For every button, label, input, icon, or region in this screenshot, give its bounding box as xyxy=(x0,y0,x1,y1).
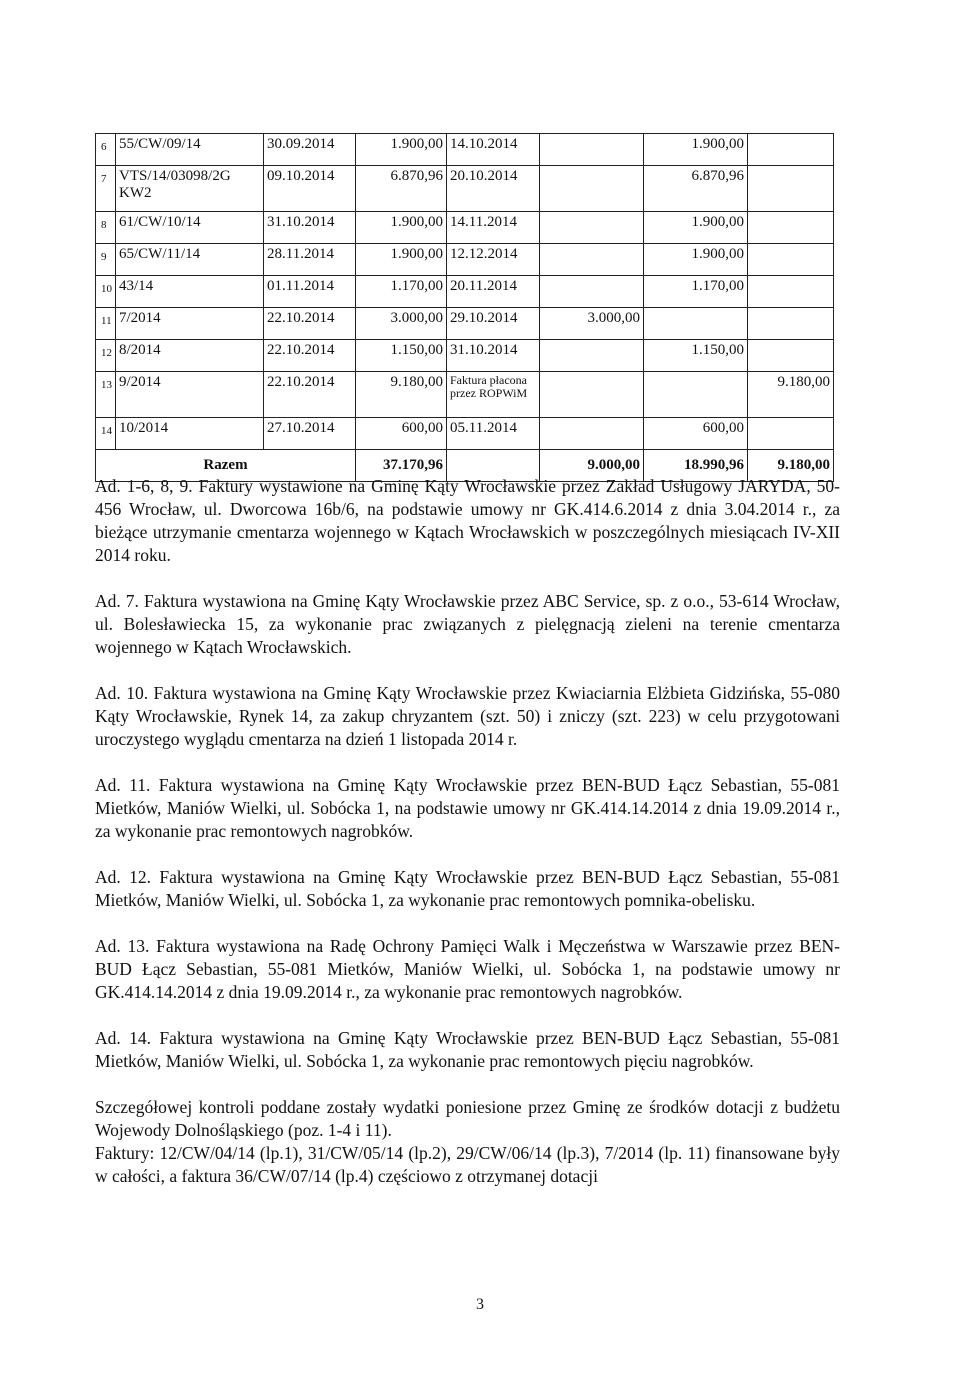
table-row xyxy=(96,244,834,276)
cell-c2: 6.870,96 xyxy=(644,166,748,212)
paragraph-ad-14: Ad. 14. Faktura wystawiona na Gminę Kąty Wrocławskie przez BEN-BUD Łącz Sebastian, 55-081 Mietków, Maniów Wielki, ul. Sobócka 1, za wykonanie prac remontowych pięciu nagrobków. xyxy=(95,1028,840,1071)
cell-paid: 05.11.2014 xyxy=(447,418,540,450)
total-c1: 9.000,00 xyxy=(540,450,644,482)
total-c2: 18.990,96 xyxy=(644,450,748,482)
cell-paid: 20.11.2014 xyxy=(447,276,540,308)
cell-lp: 11 xyxy=(96,308,116,340)
cell-c1 xyxy=(540,418,644,450)
paragraph-ad-10: Ad. 10. Faktura wystawiona na Gminę Kąty Wrocławskie przez Kwiaciarnia Elżbieta Gidzińska, 55-080 Kąty Wrocławskie, Rynek 14, za zakup chryzantem (szt. 50) i zniczy (szt. 223) w celu przygotowani uroczystego wyglądu cmentarza na dzień 1 listopada 2014 r. xyxy=(95,683,840,749)
cell-c2: 1.900,00 xyxy=(644,212,748,244)
cell-date: 30.09.2014 xyxy=(264,134,356,166)
cell-doc: 9/2014 xyxy=(116,372,264,418)
table-row xyxy=(96,276,834,308)
table-row xyxy=(96,372,834,418)
cell-date: 22.10.2014 xyxy=(264,340,356,372)
cell-paid: 20.10.2014 xyxy=(447,166,540,212)
cell-amount: 600,00 xyxy=(356,418,447,450)
cell-c3 xyxy=(748,418,834,450)
cell-doc: 10/2014 xyxy=(116,418,264,450)
cell-amount: 1.900,00 xyxy=(356,134,447,166)
cell-amount: 1.170,00 xyxy=(356,276,447,308)
cell-lp: 6 xyxy=(96,134,116,166)
cell-c1 xyxy=(540,372,644,418)
cell-c3: 9.180,00 xyxy=(748,372,834,418)
cell-lp: 8 xyxy=(96,212,116,244)
cell-amount: 9.180,00 xyxy=(356,372,447,418)
cell-c2: 1.150,00 xyxy=(644,340,748,372)
table-row xyxy=(96,340,834,372)
cell-lp: 13 xyxy=(96,372,116,418)
cell-c3 xyxy=(748,276,834,308)
cell-c1 xyxy=(540,244,644,276)
cell-c1 xyxy=(540,166,644,212)
cell-amount: 6.870,96 xyxy=(356,166,447,212)
paragraph-invoices-financing: Faktury: 12/CW/04/14 (lp.1), 31/CW/05/14 (lp.2), 29/CW/06/14 (lp.3), 7/2014 (lp. 11) finansowane były w całości, a faktura 36/CW/07/14 (lp.4) częściowo z otrzymanej dotacji xyxy=(95,1143,840,1186)
table-row xyxy=(96,308,834,340)
cell-lp: 10 xyxy=(96,276,116,308)
total-c3: 9.180,00 xyxy=(748,450,834,482)
total-amount: 37.170,96 xyxy=(356,450,447,482)
cell-c1 xyxy=(540,134,644,166)
cell-c1 xyxy=(540,276,644,308)
cell-date: 27.10.2014 xyxy=(264,418,356,450)
cell-amount: 3.000,00 xyxy=(356,308,447,340)
cell-c3 xyxy=(748,212,834,244)
invoice-table xyxy=(95,133,834,482)
cell-c2: 1.900,00 xyxy=(644,134,748,166)
cell-date: 09.10.2014 xyxy=(264,166,356,212)
total-label: Razem xyxy=(96,450,356,482)
paragraph-detailed-control: Szczegółowej kontroli poddane zostały wydatki poniesione przez Gminę ze środków dotacji z budżetu Wojewody Dolnośląskiego (poz. 1-4 i 11). xyxy=(95,1097,840,1140)
cell-c3 xyxy=(748,244,834,276)
paragraph-ad-7: Ad. 7. Faktura wystawiona na Gminę Kąty Wrocławskie przez ABC Service, sp. z o.o., 53-614 Wrocław, ul. Bolesławiecka 15, za wykonanie prac związanych z pielęgnacją zieleni na terenie cmentarza wojennego w Kątach Wrocławskich. xyxy=(95,591,840,657)
cell-paid: 12.12.2014 xyxy=(447,244,540,276)
cell-date: 22.10.2014 xyxy=(264,372,356,418)
page-number: 3 xyxy=(476,1296,484,1313)
cell-c3 xyxy=(748,134,834,166)
cell-c3 xyxy=(748,340,834,372)
cell-c2 xyxy=(644,372,748,418)
cell-paid: 14.11.2014 xyxy=(447,212,540,244)
paragraph-ad-1-6-8-9: Ad. 1-6, 8, 9. Faktury wystawione na Gminę Kąty Wrocławskie przez Zakład Usługowy JARYDA, 50-456 Wrocław, ul. Dworcowa 16b/6, na podstawie umowy nr GK.414.6.2014 z dnia 3.04.2014 r., za bieżące utrzymanie cmentarza wojennego w Kątach Wrocławskich w poszczególnych miesiącach IV-XII 2014 roku. xyxy=(95,476,840,565)
cell-c1 xyxy=(540,340,644,372)
cell-amount: 1.900,00 xyxy=(356,212,447,244)
paragraph-ad-11: Ad. 11. Faktura wystawiona na Gminę Kąty Wrocławskie przez BEN-BUD Łącz Sebastian, 55-081 Mietków, Maniów Wielki, ul. Sobócka 1, na podstawie umowy nr GK.414.14.2014 z dnia 19.09.2014 r., za wykonanie prac remontowych nagrobków. xyxy=(95,775,840,841)
cell-doc: 65/CW/11/14 xyxy=(116,244,264,276)
cell-paid: 29.10.2014 xyxy=(447,308,540,340)
cell-lp: 7 xyxy=(96,166,116,212)
cell-paid: 31.10.2014 xyxy=(447,340,540,372)
cell-doc: 55/CW/09/14 xyxy=(116,134,264,166)
cell-amount: 1.150,00 xyxy=(356,340,447,372)
cell-doc: 43/14 xyxy=(116,276,264,308)
table-row xyxy=(96,212,834,244)
cell-paid: 14.10.2014 xyxy=(447,134,540,166)
cell-c2: 1.900,00 xyxy=(644,244,748,276)
paragraph-ad-12: Ad. 12. Faktura wystawiona na Gminę Kąty Wrocławskie przez BEN-BUD Łącz Sebastian, 55-081 Mietków, Maniów Wielki, ul. Sobócka 1, za wykonanie prac remontowych pomnika-obelisku. xyxy=(95,867,840,910)
body-text xyxy=(95,475,840,1188)
cell-lp: 9 xyxy=(96,244,116,276)
cell-c1 xyxy=(540,212,644,244)
cell-date: 22.10.2014 xyxy=(264,308,356,340)
cell-c2 xyxy=(644,308,748,340)
table-row xyxy=(96,166,834,212)
table-row xyxy=(96,134,834,166)
cell-doc: 8/2014 xyxy=(116,340,264,372)
cell-date: 01.11.2014 xyxy=(264,276,356,308)
cell-doc: 7/2014 xyxy=(116,308,264,340)
cell-c2: 1.170,00 xyxy=(644,276,748,308)
cell-date: 28.11.2014 xyxy=(264,244,356,276)
table-row xyxy=(96,418,834,450)
cell-c3 xyxy=(748,308,834,340)
cell-doc: 61/CW/10/14 xyxy=(116,212,264,244)
cell-c2: 600,00 xyxy=(644,418,748,450)
cell-doc: VTS/14/03098/2G KW2 xyxy=(116,166,264,212)
cell-c1: 3.000,00 xyxy=(540,308,644,340)
cell-amount: 1.900,00 xyxy=(356,244,447,276)
cell-c3 xyxy=(748,166,834,212)
cell-lp: 12 xyxy=(96,340,116,372)
paragraph-ad-13: Ad. 13. Faktura wystawiona na Radę Ochrony Pamięci Walk i Męczeństwa w Warszawie przez BEN-BUD Łącz Sebastian, 55-081 Mietków, Maniów Wielki, ul. Sobócka 1, na podstawie umowy nr GK.414.14.2014 z dnia 19.09.2014 r., za wykonanie prac remontowych nagrobków. xyxy=(95,936,840,1002)
cell-date: 31.10.2014 xyxy=(264,212,356,244)
cell-paid: Faktura płacona przez ROPWiM xyxy=(447,372,540,418)
cell-lp: 14 xyxy=(96,418,116,450)
